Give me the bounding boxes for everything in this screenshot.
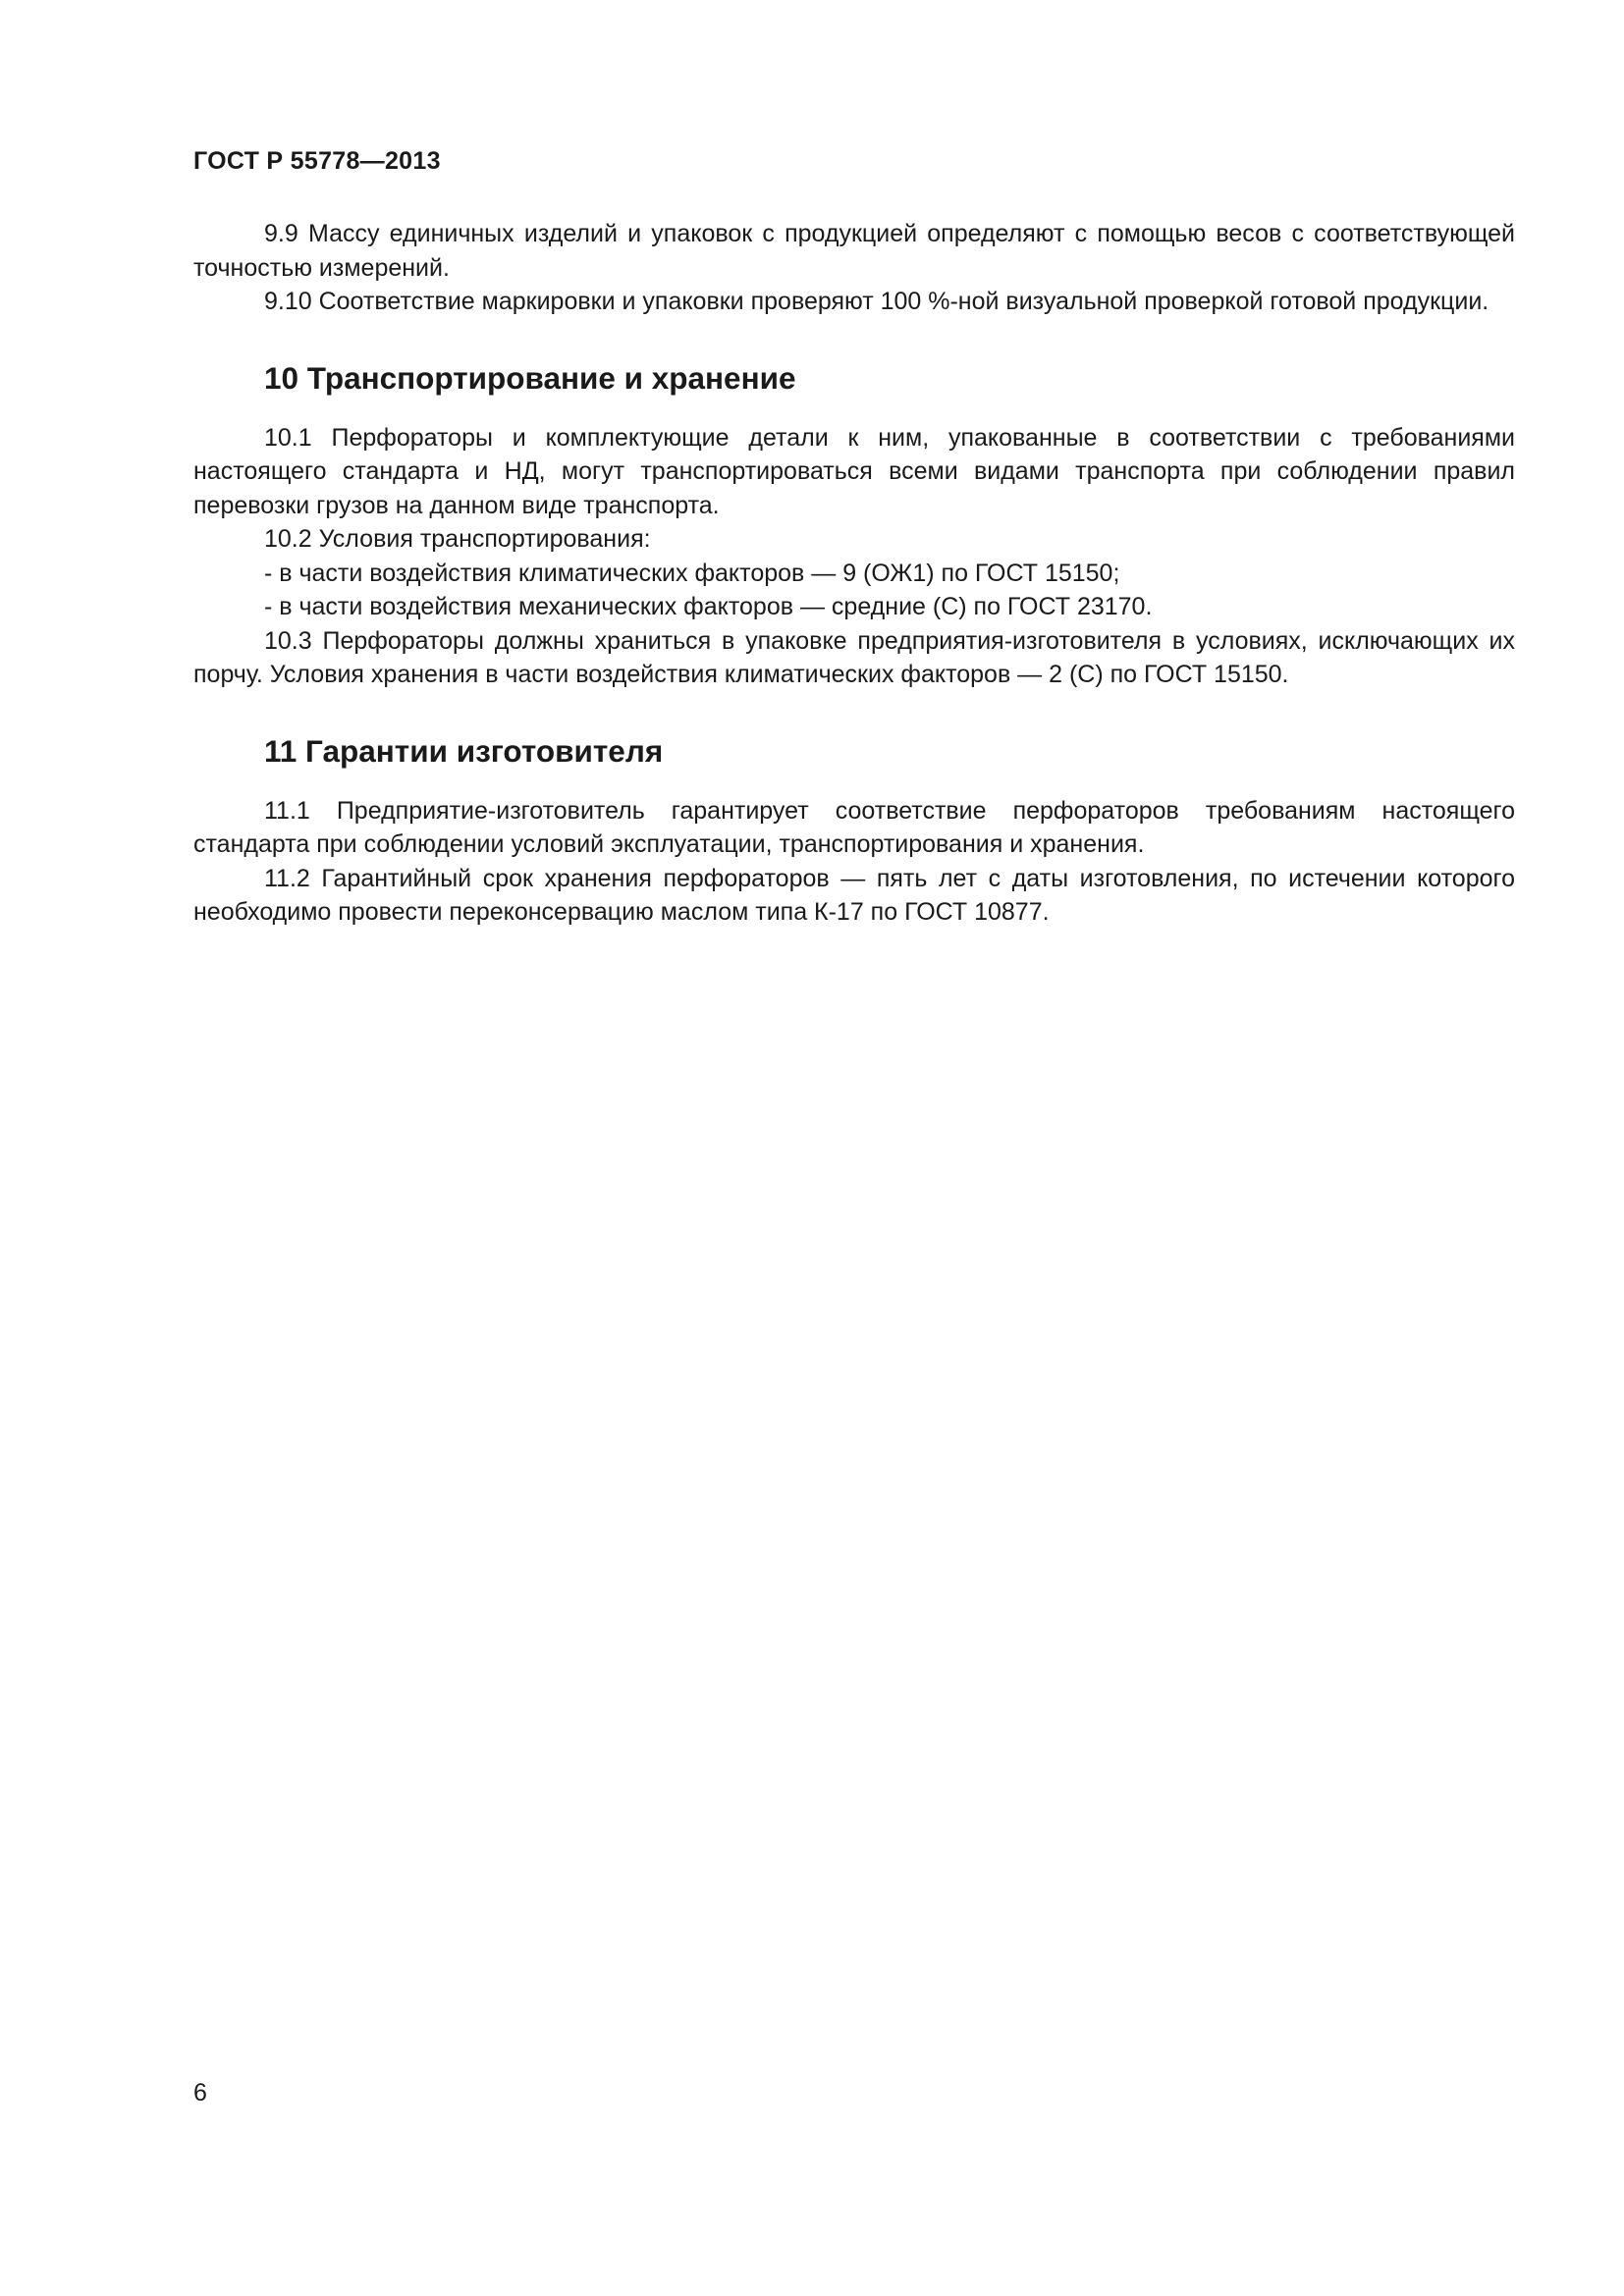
paragraph-10-2: 10.2 Условия транспортирования: — [264, 525, 651, 553]
page-number: 6 — [193, 2079, 207, 2107]
paragraph-9-10: 9.10 Соответствие маркировки и упаковки проверяют 100 %-ной визуальной проверкой готовой продукции. — [264, 288, 1489, 315]
document-code-header: ГОСТ Р 55778—2013 — [193, 147, 441, 175]
section-11-heading: 11 Гарантии изготовителя — [264, 732, 664, 769]
paragraph-10-2-mechanical: - в части воздействия механических факторов — средние (С) по ГОСТ 23170. — [264, 593, 1153, 620]
paragraph-11-2: 11.2 Гарантийный срок хранения перфораторов — пять лет с даты изготовления, по истечении которого необходимо провести переконсервацию маслом типа К-17 по ГОСТ 10877. — [193, 864, 1515, 926]
section-10-heading: 10 Транспортирование и хранение — [264, 359, 796, 396]
paragraph-10-2-climatic: - в части воздействия климатических факторов — 9 (ОЖ1) по ГОСТ 15150; — [264, 559, 1120, 587]
paragraph-11-1: 11.1 Предприятие-изготовитель гарантирует соответствие перфораторов требованиям настоящего стандарта при соблюдении условий эксплуатации, транспортирования и хранения. — [193, 796, 1515, 858]
paragraph-10-1: 10.1 Перфораторы и комплектующие детали к ним, упакованные в соответствии с требованиями настоящего стандарта и НД, могут транспортироваться всеми видами транспорта при соблюдении правил перевозки грузов на данном виде транспорта. — [193, 423, 1515, 519]
paragraph-10-3: 10.3 Перфораторы должны храниться в упаковке предприятия-изготовителя в условиях, исключающих их порчу. Условия хранения в части воздействия климатических факторов — 2 (С) по ГОСТ 15150. — [193, 626, 1515, 688]
document-body — [193, 217, 1515, 930]
paragraph-9-9: 9.9 Массу единичных изделий и упаковок с продукцией определяют с помощью весов с соответствующей точностью измерений. — [193, 220, 1515, 282]
